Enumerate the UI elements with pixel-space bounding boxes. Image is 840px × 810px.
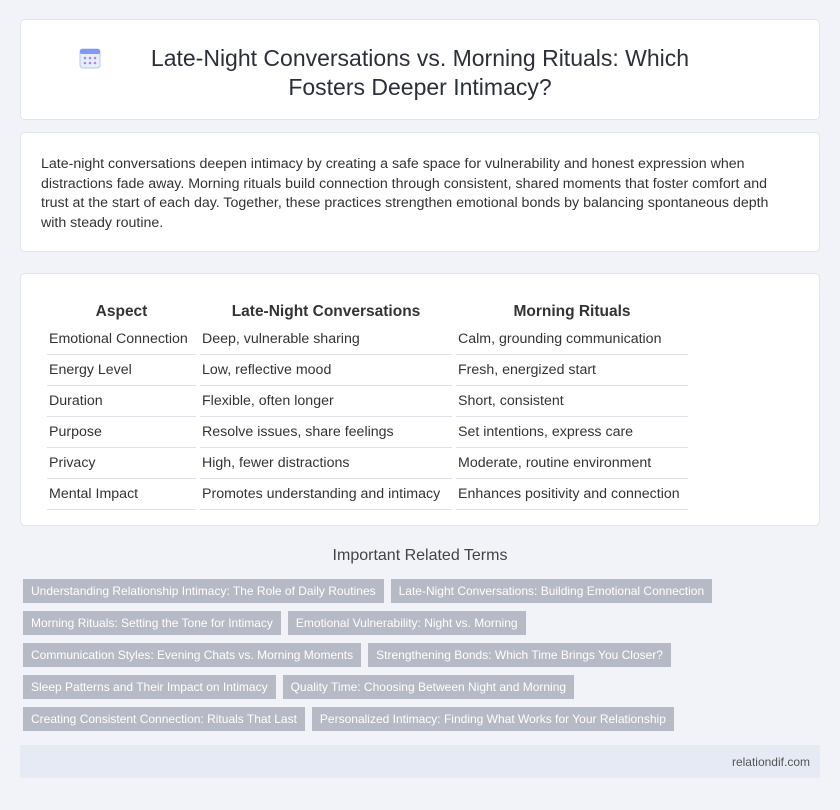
related-terms-title: Important Related Terms xyxy=(332,547,508,564)
table-cell: Mental Impact xyxy=(47,479,196,510)
related-term-tag[interactable]: Communication Styles: Evening Chats vs. Morning Moments xyxy=(23,643,361,667)
related-term-tag[interactable]: Sleep Patterns and Their Impact on Intimacy xyxy=(23,675,276,699)
table-cell: Flexible, often longer xyxy=(200,386,452,417)
page-title: Late-Night Conversations vs. Morning Rituals: Which Fosters Deeper Intimacy? xyxy=(150,45,690,100)
table-cell: Resolve issues, share feelings xyxy=(200,417,452,448)
table-cell: Calm, grounding communication xyxy=(456,324,688,355)
header-card xyxy=(20,19,820,120)
table-cell: High, fewer distractions xyxy=(200,448,452,479)
table-cell: Privacy xyxy=(47,448,196,479)
table-row xyxy=(47,448,688,479)
table-cell: Emotional Connection xyxy=(47,324,196,355)
comparison-table xyxy=(43,296,692,510)
footer-site-link[interactable]: relationdif.com xyxy=(731,755,810,769)
table-cell: Set intentions, express care xyxy=(456,417,688,448)
column-header-aspect: Aspect xyxy=(95,303,148,320)
table-cell: Purpose xyxy=(47,417,196,448)
related-terms-list xyxy=(23,579,823,739)
table-cell: Promotes understanding and intimacy xyxy=(200,479,452,510)
related-term-tag[interactable]: Late-Night Conversations: Building Emotional Connection xyxy=(391,579,713,603)
table-cell: Enhances positivity and connection xyxy=(456,479,688,510)
table-cell: Short, consistent xyxy=(456,386,688,417)
column-header-late-night: Late-Night Conversations xyxy=(231,303,421,320)
table-row xyxy=(47,386,688,417)
table-row xyxy=(47,355,688,386)
table-cell: Deep, vulnerable sharing xyxy=(200,324,452,355)
table-cell: Duration xyxy=(47,386,196,417)
related-term-tag[interactable]: Strengthening Bonds: Which Time Brings You Closer? xyxy=(368,643,671,667)
related-term-tag[interactable]: Creating Consistent Connection: Rituals That Last xyxy=(23,707,305,731)
column-header-morning: Morning Rituals xyxy=(513,303,631,320)
table-row xyxy=(47,324,688,355)
table-cell: Fresh, energized start xyxy=(456,355,688,386)
intro-text: Late-night conversations deepen intimacy by creating a safe space for vulnerability and honest expression when distractions fade away. Morning rituals build connection through consistent, shared moments that foster comfort and trust at the start of each day. Together, these practices strengthen emotional bonds by balancing spontaneous depth with steady routine. xyxy=(41,156,769,231)
table-cell: Moderate, routine environment xyxy=(456,448,688,479)
table-header-row xyxy=(47,296,688,324)
related-term-tag[interactable]: Quality Time: Choosing Between Night and Morning xyxy=(283,675,574,699)
related-term-tag[interactable]: Morning Rituals: Setting the Tone for Intimacy xyxy=(23,611,281,635)
table-cell: Energy Level xyxy=(47,355,196,386)
related-term-tag[interactable]: Understanding Relationship Intimacy: The Role of Daily Routines xyxy=(23,579,384,603)
comparison-table-card xyxy=(20,273,820,526)
table-cell: Low, reflective mood xyxy=(200,355,452,386)
intro-card xyxy=(20,132,820,252)
table-row xyxy=(47,417,688,448)
table-row xyxy=(47,479,688,510)
related-term-tag[interactable]: Emotional Vulnerability: Night vs. Morning xyxy=(288,611,526,635)
footer xyxy=(20,745,820,778)
related-term-tag[interactable]: Personalized Intimacy: Finding What Works for Your Relationship xyxy=(312,707,674,731)
